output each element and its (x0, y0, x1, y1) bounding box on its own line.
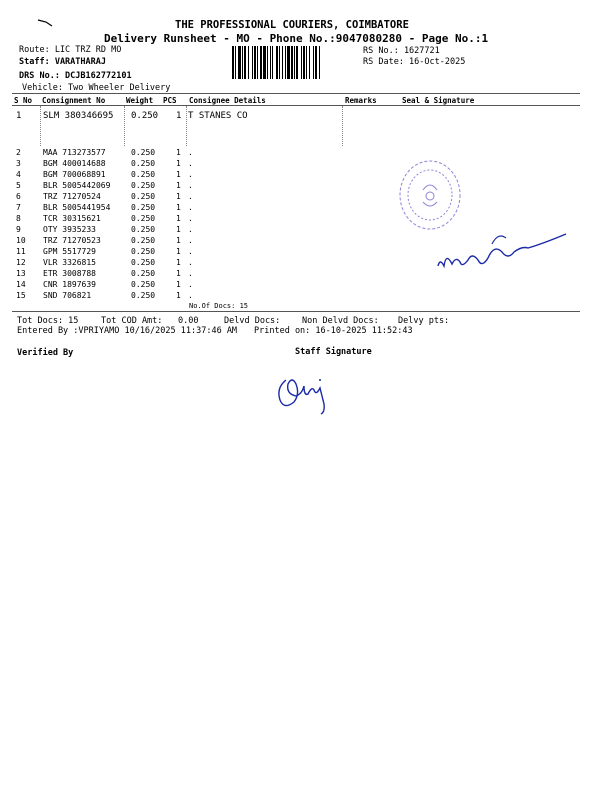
table-row (0, 148, 600, 159)
barcode-bar (263, 46, 266, 79)
row-pieces: 1 (176, 170, 181, 179)
barcode-bar (279, 46, 280, 79)
row-consignment-number: MAA 713273577 (43, 148, 106, 157)
row-consignee-details: . (188, 203, 193, 212)
barcode-bar (309, 46, 310, 79)
col-sno-header: S No (14, 96, 33, 105)
barcode-bar (272, 46, 273, 79)
row-weight: 0.250 (131, 148, 156, 157)
staff-signature (272, 366, 338, 418)
col-remarks-header: Remarks (345, 96, 377, 105)
drs-number: DRS No.: DCJB162772101 (19, 71, 132, 81)
total-cod-value: 0.00 (178, 316, 199, 326)
row-pieces: 1 (176, 111, 182, 121)
row-consignment-number: CNR 1897639 (43, 280, 96, 289)
col-seal-header: Seal & Signature (402, 96, 475, 105)
row-serial-number: 15 (16, 291, 26, 300)
row-pieces: 1 (176, 280, 181, 289)
row-serial-number: 14 (16, 280, 26, 289)
row-consignee-details: . (188, 258, 193, 267)
row-consignment-number: SLM 380346695 (43, 111, 114, 121)
row-serial-number: 13 (16, 269, 26, 278)
row-consignment-number: ETR 3008788 (43, 269, 96, 278)
verified-by-label: Verified By (17, 348, 74, 358)
barcode-bar (252, 46, 253, 79)
barcode-bar (260, 46, 262, 79)
row-consignment-number: BLR 5005441954 (43, 203, 111, 212)
row-weight: 0.250 (131, 203, 156, 212)
barcode-bar (244, 46, 246, 79)
row-serial-number: 12 (16, 258, 26, 267)
barcode-bar (303, 46, 305, 79)
row-pieces: 1 (176, 159, 181, 168)
row-weight: 0.250 (131, 280, 156, 289)
entered-by: Entered By :VPRIYAMO 10/16/2025 11:37:46 AM (17, 326, 238, 336)
barcode-bar (257, 46, 258, 79)
row-weight: 0.250 (131, 170, 156, 179)
table-top-rule (12, 93, 580, 94)
row-weight: 0.250 (131, 214, 156, 223)
row-serial-number: 4 (16, 170, 21, 179)
staff-label: Staff: VARATHARAJ (19, 57, 106, 67)
row-consignee-details: . (188, 291, 193, 300)
row-consignee-details: . (188, 269, 193, 278)
col-weight-header: Weight (126, 96, 154, 105)
col-pcs-header: PCS (163, 96, 177, 105)
row-consignee-details: T STANES CO (188, 111, 248, 121)
row-consignee-details: . (188, 192, 193, 201)
row-consignment-number: SND 706821 (43, 291, 92, 300)
row-consignee-details: . (188, 148, 193, 157)
barcode-bar (301, 46, 302, 79)
row-consignee-details: . (188, 280, 193, 289)
table-row (0, 203, 600, 214)
row-weight: 0.250 (131, 111, 159, 121)
row-consignment-number: BGM 400014688 (43, 159, 106, 168)
rs-date: RS Date: 16-Oct-2025 (363, 57, 466, 67)
barcode-bar (267, 46, 268, 79)
barcode-bar (282, 46, 283, 79)
row-pieces: 1 (176, 225, 181, 234)
row-serial-number: 2 (16, 148, 21, 157)
table-row (0, 192, 600, 203)
row-serial-number: 8 (16, 214, 21, 223)
row-pieces: 1 (176, 192, 181, 201)
row-pieces: 1 (176, 203, 181, 212)
row-pieces: 1 (176, 214, 181, 223)
table-row (0, 170, 600, 181)
barcode-bar (319, 46, 320, 79)
row-consignee-details: . (188, 214, 193, 223)
col-consignee-header: Consignee Details (189, 96, 266, 105)
row-pieces: 1 (176, 247, 181, 256)
barcode-bar (291, 46, 293, 79)
row-serial-number: 3 (16, 159, 21, 168)
row-weight: 0.250 (131, 181, 156, 190)
receiver-signature (432, 222, 572, 276)
row-consignment-number: BGM 700068891 (43, 170, 106, 179)
table-bottom-rule (12, 311, 580, 312)
row-consignment-number: GPM 5517729 (43, 247, 96, 256)
non-delivered-docs: Non Delvd Docs: (302, 316, 379, 326)
row-pieces: 1 (176, 148, 181, 157)
row-consignee-details: . (188, 225, 193, 234)
no-of-docs: No.Of Docs: 15 (189, 302, 249, 310)
row-serial-number: 5 (16, 181, 21, 190)
row-pieces: 1 (176, 181, 181, 190)
barcode-bar (235, 46, 236, 79)
barcode-bar (287, 46, 290, 79)
row-serial-number: 1 (16, 111, 22, 121)
row-pieces: 1 (176, 236, 181, 245)
row-serial-number: 10 (16, 236, 26, 245)
barcode-bar (315, 46, 317, 79)
row-pieces: 1 (176, 269, 181, 278)
table-row (0, 159, 600, 170)
row-consignment-number: TRZ 71270524 (43, 192, 101, 201)
barcode-bar (238, 46, 241, 79)
row-serial-number: 7 (16, 203, 21, 212)
vehicle-label: Vehicle: Two Wheeler Delivery (22, 83, 171, 93)
total-cod-label: Tot COD Amt: (101, 316, 163, 326)
delivery-points: Delvy pts: (398, 316, 450, 326)
barcode-bar (248, 46, 249, 79)
table-row (0, 291, 600, 302)
row-serial-number: 11 (16, 247, 26, 256)
row-weight: 0.250 (131, 291, 156, 300)
courier-company-title: THE PROFESSIONAL COURIERS, COIMBATORE (175, 19, 409, 31)
printed-on: Printed on: 16-10-2025 11:52:43 (254, 326, 413, 336)
row-consignee-details: . (188, 159, 193, 168)
staff-signature-label: Staff Signature (295, 347, 372, 357)
route-label: Route: LIC TRZ RD MO (19, 45, 122, 55)
barcode-bar (296, 46, 298, 79)
barcode-bar (285, 46, 286, 79)
row-weight: 0.250 (131, 192, 156, 201)
barcode-bar (232, 46, 234, 79)
row-weight: 0.250 (131, 159, 156, 168)
rs-number: RS No.: 1627721 (363, 46, 440, 56)
row-weight: 0.250 (131, 236, 156, 245)
logo-mark-icon (36, 16, 56, 28)
barcode-bar (242, 46, 243, 79)
row-consignment-number: TRZ 71270523 (43, 236, 101, 245)
row-serial-number: 9 (16, 225, 21, 234)
row-consignment-number: OTY 3935233 (43, 225, 96, 234)
barcode-bar (270, 46, 271, 79)
barcode (232, 46, 360, 79)
row-weight: 0.250 (131, 247, 156, 256)
row-weight: 0.250 (131, 225, 156, 234)
barcode-bar (294, 46, 295, 79)
col-consignment-header: Consignment No (42, 96, 106, 105)
table-row (0, 181, 600, 192)
row-serial-number: 6 (16, 192, 21, 201)
barcode-bar (276, 46, 278, 79)
row-pieces: 1 (176, 291, 181, 300)
barcode-bar (254, 46, 256, 79)
row-weight: 0.250 (131, 258, 156, 267)
barcode-bar (306, 46, 307, 79)
row-consignment-number: VLR 3326815 (43, 258, 96, 267)
row-consignee-details: . (188, 247, 193, 256)
row-consignee-details: . (188, 181, 193, 190)
table-row (0, 280, 600, 291)
barcode-bar (313, 46, 314, 79)
row-weight: 0.250 (131, 269, 156, 278)
total-docs: Tot Docs: 15 (17, 316, 79, 326)
row-consignment-number: BLR 5005442069 (43, 181, 111, 190)
row-pieces: 1 (176, 258, 181, 267)
delivered-docs: Delvd Docs: (224, 316, 281, 326)
row-consignee-details: . (188, 170, 193, 179)
table-row (0, 111, 600, 122)
row-consignee-details: . (188, 236, 193, 245)
table-header-rule (12, 105, 580, 106)
row-consignment-number: TCR 30315621 (43, 214, 101, 223)
runsheet-title: Delivery Runsheet - MO - Phone No.:9047080280 - Page No.:1 (104, 32, 489, 45)
